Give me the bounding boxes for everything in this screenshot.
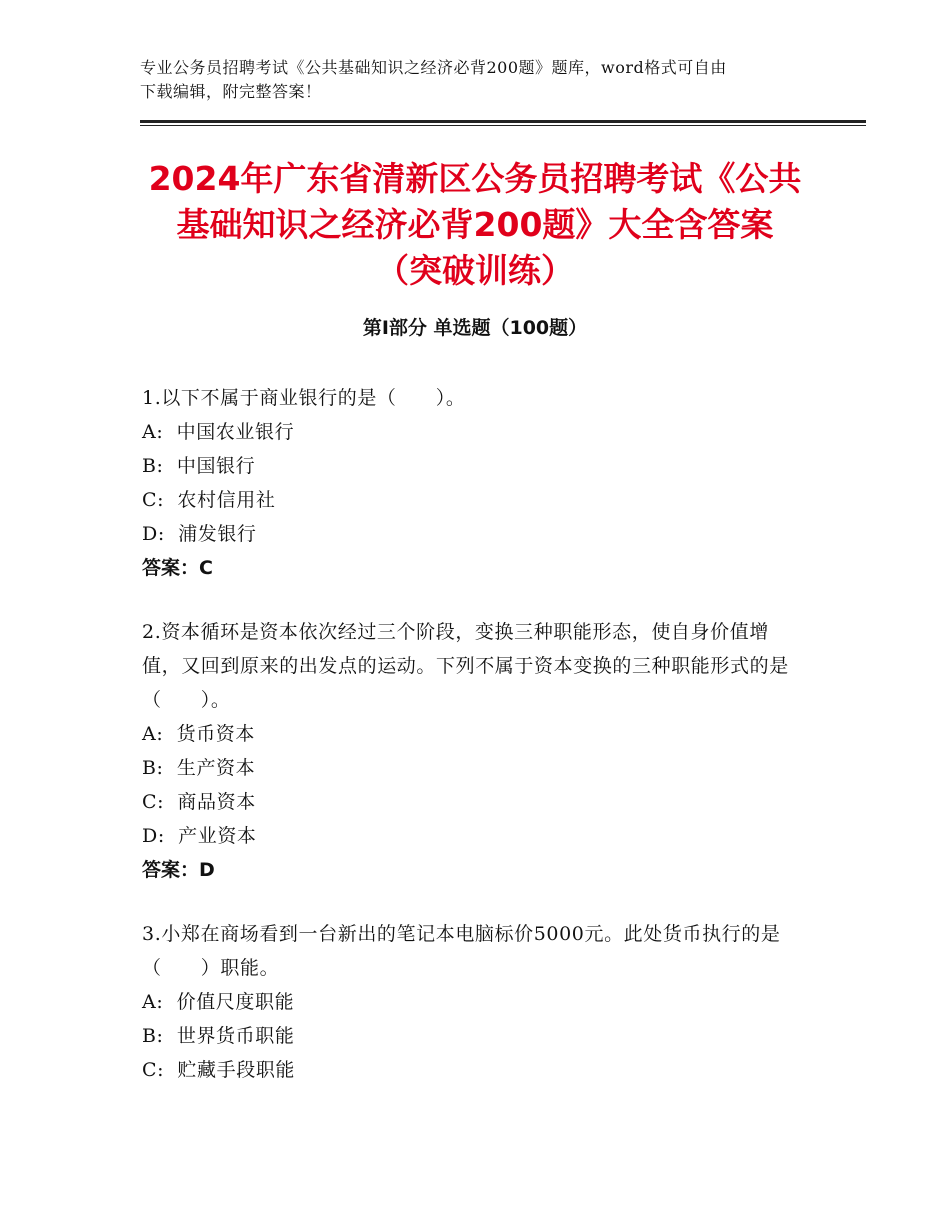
option-b: B: 中国银行 xyxy=(142,455,256,477)
document-title xyxy=(110,156,840,294)
document-title-line-2: 基础知识之经济必背200题》大全含答案 xyxy=(176,205,774,244)
document-title-line-1: 2024年广东省清新区公务员招聘考试《公共 xyxy=(148,159,802,198)
question-3 xyxy=(142,917,807,1087)
document-title-line-3: （突破训练） xyxy=(376,251,574,290)
answer-label: 答案：D xyxy=(142,859,215,881)
section-heading: 第Ⅰ部分 单选题（100题） xyxy=(362,317,588,339)
question-2 xyxy=(142,615,807,887)
option-c: C: 商品资本 xyxy=(142,791,256,813)
question-list xyxy=(142,381,807,1117)
option-b: B: 世界货币职能 xyxy=(142,1025,295,1047)
question-stem: 2.资本循环是资本依次经过三个阶段，变换三种职能形态，使自身价值增值，又回到原来的出发点的运动。下列不属于资本变换的三种职能形式的是（ ）。 xyxy=(142,621,789,711)
header-note-line-1: 专业公务员招聘考试《公共基础知识之经济必背200题》题库，word格式可自由 xyxy=(140,58,727,77)
header-rule-thick xyxy=(140,120,866,123)
option-b: B: 生产资本 xyxy=(142,757,256,779)
option-d: D: 浦发银行 xyxy=(142,523,257,545)
option-c: C: 贮藏手段职能 xyxy=(142,1059,296,1081)
option-d: D: 产业资本 xyxy=(142,825,257,847)
option-c: C: 农村信用社 xyxy=(142,489,276,511)
header-rule-thin xyxy=(140,125,866,126)
question-1 xyxy=(142,381,807,585)
option-a: A: 价值尺度职能 xyxy=(142,991,295,1013)
question-stem: 1.以下不属于商业银行的是（ ）。 xyxy=(142,387,466,409)
header-note xyxy=(140,56,810,104)
header-note-line-2: 下载编辑，附完整答案！ xyxy=(140,82,322,101)
question-stem: 3.小郑在商场看到一台新出的笔记本电脑标价5000元。此处货币执行的是（ ）职能。 xyxy=(142,923,781,979)
answer-label: 答案：C xyxy=(142,557,213,579)
option-a: A: 中国农业银行 xyxy=(142,421,295,443)
option-a: A: 货币资本 xyxy=(142,723,256,745)
